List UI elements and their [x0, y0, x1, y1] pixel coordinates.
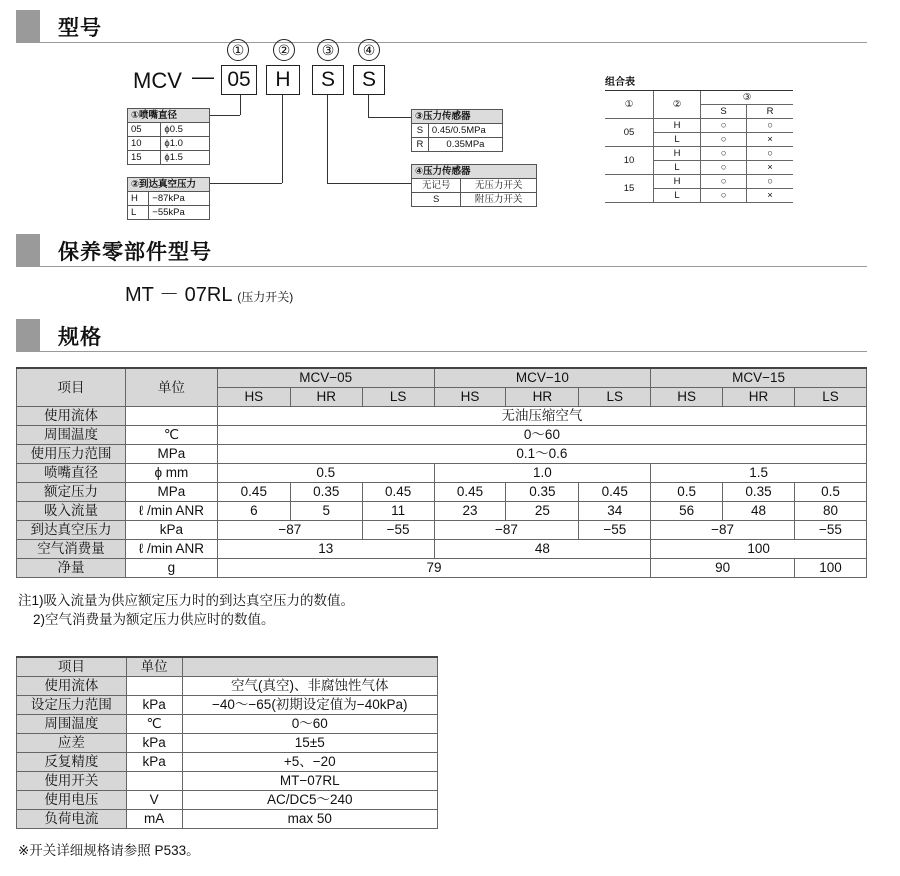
spec-cell: −40～−65(初期设定值为−40kPa): [182, 696, 438, 715]
spec-row-unit: kPa: [125, 521, 217, 540]
combination-vacuum: L: [654, 161, 701, 175]
combination-mark: ×: [747, 189, 793, 203]
spec-cell: 48: [723, 502, 795, 521]
table-row: [17, 559, 867, 578]
note-1: 注1)吸入流量为供应额定压力时的到达真空压力的数值。: [18, 593, 355, 608]
spec-cell: 0.45: [434, 483, 506, 502]
combination-table: [605, 90, 793, 203]
table-row: [17, 426, 867, 445]
combination-mark: ○: [747, 175, 793, 189]
spec-row-unit: kPa: [126, 734, 182, 753]
legend-sensor4-table: [411, 164, 537, 207]
spec-row-unit: [125, 407, 217, 426]
spec-cell: 0～60: [217, 426, 866, 445]
spec-cell: max 50: [182, 810, 438, 829]
spec-row-label: 应差: [17, 734, 127, 753]
table-row: [17, 407, 867, 426]
section-header-parts: [16, 234, 867, 267]
connector-line: [327, 95, 328, 183]
spec-row-unit: V: [126, 791, 182, 810]
spec-row-label: 周围温度: [17, 426, 126, 445]
legend-value: 0.45/0.5MPa: [428, 124, 502, 138]
spec-row-label: 负荷电流: [17, 810, 127, 829]
combination-vacuum: H: [654, 147, 701, 161]
spec-header-model: MCV−05: [217, 368, 434, 388]
combination-mark: ×: [747, 161, 793, 175]
combination-subheader: S: [701, 105, 747, 119]
table-row: [17, 810, 438, 829]
table-row: [17, 464, 867, 483]
spec-cell: 5: [290, 502, 362, 521]
spec-cell: 13: [217, 540, 434, 559]
spec-row-label: 额定压力: [17, 483, 126, 502]
legend-vacuum-table: [127, 177, 210, 220]
combination-subheader: R: [747, 105, 793, 119]
spec-subheader: LS: [579, 388, 651, 407]
parts-model-code: [125, 278, 293, 307]
switch-spec-table: [16, 656, 438, 829]
spec-cell: −87: [217, 521, 362, 540]
section-title: 型号: [58, 16, 102, 40]
table-row: [17, 540, 867, 559]
spec-cell: 0.5: [217, 464, 434, 483]
model-prefix: MCV: [133, 68, 182, 93]
spec-subheader: HR: [723, 388, 795, 407]
legend-value: 附压力开关: [461, 193, 537, 207]
spec-subheader: LS: [362, 388, 434, 407]
legend-code: R: [412, 138, 429, 152]
combination-vacuum: L: [654, 133, 701, 147]
connector-line: [210, 115, 240, 116]
legend-sensor3-table: [411, 109, 503, 152]
section-marker: [16, 234, 40, 266]
spec-subheader: HR: [290, 388, 362, 407]
spec-row-unit: MPa: [125, 445, 217, 464]
combination-mark: ○: [701, 147, 747, 161]
spec-cell: 23: [434, 502, 506, 521]
combination-vacuum: L: [654, 189, 701, 203]
spec-cell: 56: [651, 502, 723, 521]
legend-value: ϕ0.5: [161, 123, 210, 137]
table-row: [17, 753, 438, 772]
spec-cell: −55: [579, 521, 651, 540]
combination-title: 组合表: [605, 77, 635, 88]
position-number-2: ②: [273, 39, 295, 61]
legend-header: ③压力传感器: [412, 110, 503, 124]
code-box-nozzle: 05: [221, 65, 257, 95]
spec-row-unit: ℃: [125, 426, 217, 445]
spec-subheader: LS: [794, 388, 866, 407]
combination-mark: ○: [701, 161, 747, 175]
spec-row-label: 喷嘴直径: [17, 464, 126, 483]
position-number-1: ①: [227, 39, 249, 61]
table-row: [17, 734, 438, 753]
code-box-vacuum: H: [266, 65, 300, 95]
spec-row-unit: ℃: [126, 715, 182, 734]
combination-nozzle: 10: [605, 147, 654, 175]
spec-row-label: 使用压力范围: [17, 445, 126, 464]
combination-header: ①: [605, 91, 654, 119]
spec-cell: 90: [651, 559, 795, 578]
spec-row-unit: ℓ /min ANR: [125, 540, 217, 559]
legend-code: 15: [128, 151, 161, 165]
spec-cell: AC/DC5～240: [182, 791, 438, 810]
table-row: [17, 677, 438, 696]
table-row: [17, 772, 438, 791]
spec-row-unit: MPa: [125, 483, 217, 502]
connector-line: [210, 183, 282, 184]
spec-table: [16, 367, 867, 578]
legend-nozzle-table: [127, 108, 210, 165]
table-row: [17, 483, 867, 502]
spec-cell: 空气(真空)、非腐蚀性气体: [182, 677, 438, 696]
legend-code: S: [412, 193, 461, 207]
spec-cell: 无油压缩空气: [217, 407, 866, 426]
table-row: [17, 521, 867, 540]
spec-cell: 0.45: [579, 483, 651, 502]
section-marker: [16, 319, 40, 351]
code-box-sensor4: S: [353, 65, 385, 95]
legend-header: ④压力传感器: [412, 165, 537, 179]
spec-cell: 100: [794, 559, 866, 578]
spec-cell: 0.35: [723, 483, 795, 502]
spec-cell: −87: [434, 521, 579, 540]
combination-nozzle: 05: [605, 119, 654, 147]
spec-cell: 25: [506, 502, 579, 521]
spec-cell: 48: [434, 540, 651, 559]
combination-mark: ○: [747, 119, 793, 133]
table-row: [17, 791, 438, 810]
spec-subheader: HS: [434, 388, 506, 407]
spec-header-unit: 单位: [126, 657, 182, 677]
spec-row-label: 吸入流量: [17, 502, 126, 521]
spec-header-blank: [182, 657, 438, 677]
model-dash: —: [192, 64, 214, 89]
spec-row-label: 净量: [17, 559, 126, 578]
legend-value: −55kPa: [149, 206, 210, 220]
spec-subheader: HS: [217, 388, 290, 407]
legend-value: ϕ1.0: [161, 137, 210, 151]
combination-header: ②: [654, 91, 701, 119]
legend-code: 05: [128, 123, 161, 137]
spec-row-label: 使用流体: [17, 677, 127, 696]
spec-header-model: MCV−10: [434, 368, 651, 388]
legend-value: ϕ1.5: [161, 151, 210, 165]
spec-cell: 0.5: [794, 483, 866, 502]
combination-nozzle: 15: [605, 175, 654, 203]
spec-header-model: MCV−15: [651, 368, 867, 388]
spec-cell: 0.45: [217, 483, 290, 502]
position-number-4: ④: [358, 39, 380, 61]
table-row: [17, 502, 867, 521]
spec-row-unit: g: [125, 559, 217, 578]
spec-row-label: 空气消费量: [17, 540, 126, 559]
table-row: [17, 445, 867, 464]
section-marker: [16, 10, 40, 42]
spec-cell: 0.45: [362, 483, 434, 502]
spec-subheader: HS: [651, 388, 723, 407]
legend-value: 0.35MPa: [428, 138, 502, 152]
connector-line: [368, 95, 369, 117]
spec-cell: 34: [579, 502, 651, 521]
section-header-specs: [16, 319, 867, 352]
connector-line: [240, 95, 241, 115]
legend-header: ①喷嘴直径: [128, 109, 210, 123]
parts-suffix: (压力开关): [237, 290, 294, 304]
spec-row-unit: mA: [126, 810, 182, 829]
spec-cell: −55: [362, 521, 434, 540]
code-box-sensor3: S: [312, 65, 344, 95]
spec-cell: 11: [362, 502, 434, 521]
combination-mark: ○: [701, 119, 747, 133]
position-number-3: ③: [317, 39, 339, 61]
table-row: [17, 696, 438, 715]
note-2: 2)空气消费量为额定压力供应时的数值。: [33, 612, 275, 627]
spec-cell: 15±5: [182, 734, 438, 753]
legend-value: −87kPa: [149, 192, 210, 206]
legend-header: ②到达真空压力: [128, 178, 210, 192]
spec-row-unit: kPa: [126, 753, 182, 772]
spec-cell: 0～60: [182, 715, 438, 734]
spec-header-item: 项目: [17, 368, 126, 407]
spec-cell: 1.0: [434, 464, 651, 483]
spec-row-label: 设定压力范围: [17, 696, 127, 715]
combination-header: ③: [701, 91, 794, 105]
spec-cell: −55: [794, 521, 866, 540]
footnote: ※开关详细规格请参照 P533。: [18, 843, 200, 858]
spec-cell: 79: [217, 559, 650, 578]
connector-line: [327, 183, 411, 184]
combination-vacuum: H: [654, 119, 701, 133]
spec-cell: +5、−20: [182, 753, 438, 772]
spec-row-unit: kPa: [126, 696, 182, 715]
spec-header-item: 项目: [17, 657, 127, 677]
spec-header-unit: 单位: [125, 368, 217, 407]
spec-row-label: 使用电压: [17, 791, 127, 810]
connector-line: [282, 95, 283, 183]
parts-code: MT － 07RL: [125, 284, 232, 306]
spec-row-unit: [126, 677, 182, 696]
section-header-model: [16, 10, 867, 43]
legend-code: H: [128, 192, 149, 206]
legend-code: 无记号: [412, 179, 461, 193]
spec-cell: −87: [651, 521, 795, 540]
connector-line: [368, 117, 412, 118]
combination-mark: ×: [747, 133, 793, 147]
combination-vacuum: H: [654, 175, 701, 189]
spec-cell: 0.35: [290, 483, 362, 502]
section-title: 保养零部件型号: [58, 240, 212, 264]
legend-code: L: [128, 206, 149, 220]
combination-mark: ○: [747, 147, 793, 161]
spec-row-unit: [126, 772, 182, 791]
legend-code: 10: [128, 137, 161, 151]
spec-row-label: 周围温度: [17, 715, 127, 734]
combination-mark: ○: [701, 175, 747, 189]
spec-cell: 100: [651, 540, 867, 559]
spec-cell: 6: [217, 502, 290, 521]
spec-row-unit: ϕ mm: [125, 464, 217, 483]
section-title: 规格: [58, 325, 102, 349]
table-row: [17, 715, 438, 734]
spec-cell: MT−07RL: [182, 772, 438, 791]
combination-mark: ○: [701, 133, 747, 147]
spec-row-label: 反复精度: [17, 753, 127, 772]
spec-row-label: 到达真空压力: [17, 521, 126, 540]
spec-cell: 0.35: [506, 483, 579, 502]
spec-subheader: HR: [506, 388, 579, 407]
spec-row-label: 使用流体: [17, 407, 126, 426]
legend-value: 无压力开关: [461, 179, 537, 193]
legend-code: S: [412, 124, 429, 138]
spec-cell: 0.1～0.6: [217, 445, 866, 464]
spec-row-unit: ℓ /min ANR: [125, 502, 217, 521]
combination-mark: ○: [701, 189, 747, 203]
spec-cell: 80: [794, 502, 866, 521]
spec-cell: 1.5: [651, 464, 867, 483]
spec-cell: 0.5: [651, 483, 723, 502]
spec-row-label: 使用开关: [17, 772, 127, 791]
